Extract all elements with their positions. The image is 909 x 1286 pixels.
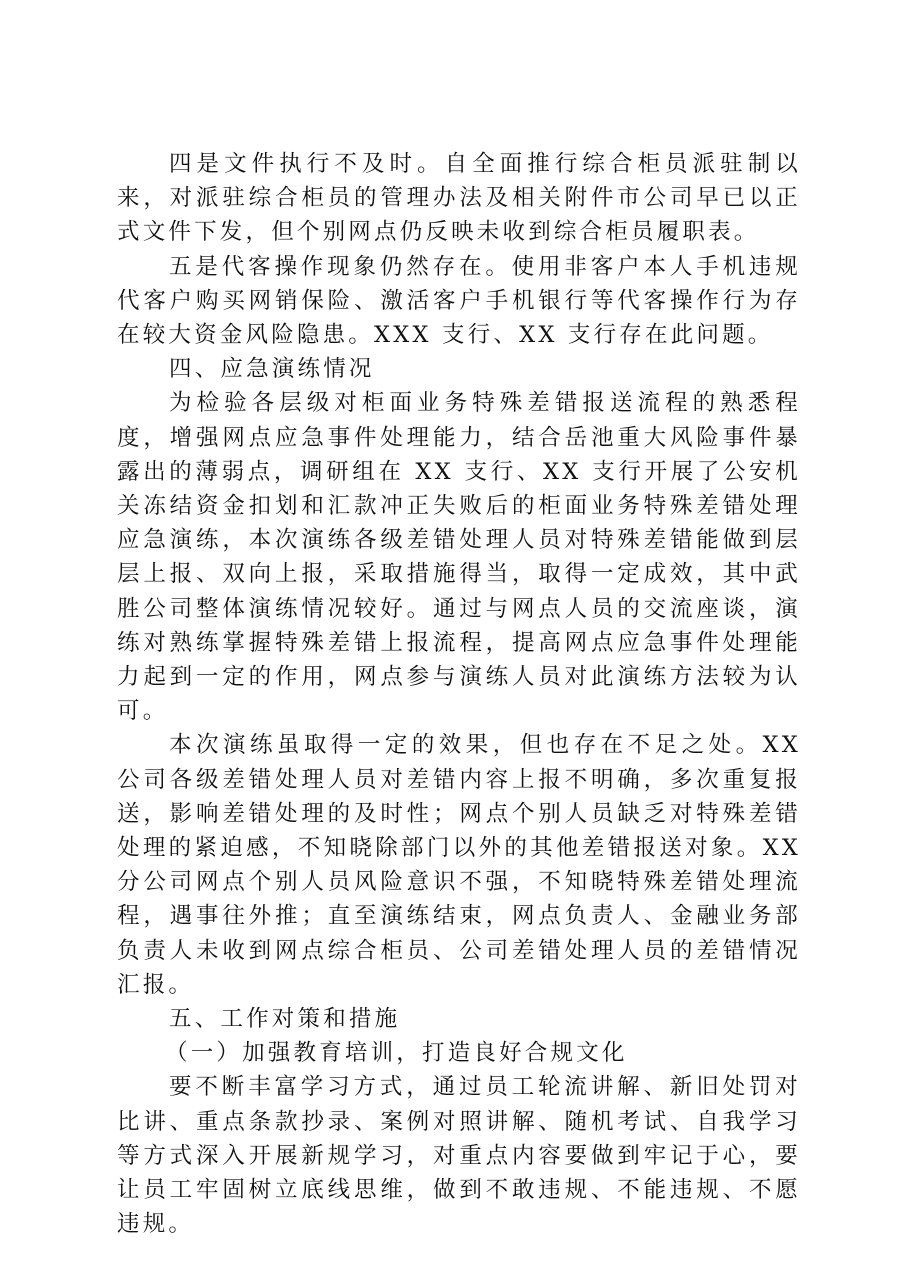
paragraph-drill-overview: 为检验各层级对柜面业务特殊差错报送流程的熟悉程度，增强网点应急事件处理能力，结合岳池重大风险事件暴露出的薄弱点，调研组在 XX 支行、XX 支行开展了公安机关冻结资金扣划和汇款冲正失败后的柜面业务特殊差错处理应急演练，本次演练各级差错处理人员对特殊差错能做到层层上报、双向上报，采取措施得当，取得一定成效，其中武胜公司整体演练情况较好。通过与网点人员的交流座谈，演练对熟练掌握特殊差错上报流程，提高网点应急事件处理能力起到一定的作用，网点参与演练人员对此演练方法较为认可。 — [117, 390, 801, 725]
paragraph-proxy-operation: 五是代客操作现象仍然存在。使用非客户本人手机违规代客户购买网销保险、激活客户手机银行等代客操作行为存在较大资金风险隐患。XXX 支行、XX 支行存在此问题。 — [117, 253, 801, 349]
paragraph-training-methods: 要不断丰富学习方式，通过员工轮流讲解、新旧处罚对比讲、重点条款抄录、案例对照讲解、随机考试、自我学习等方式深入开展新规学习，对重点内容要做到牢记于心，要让员工牢固树立底线思维，做到不敢违规、不能违规、不愿违规。 — [117, 1074, 801, 1238]
section-heading-countermeasures: 五、工作对策和措施 — [169, 1006, 401, 1033]
document-body — [117, 147, 801, 1242]
section-heading-emergency-drill: 四、应急演练情况 — [169, 356, 375, 383]
subsection-heading-training: （一）加强教育培训，打造良好合规文化 — [165, 1040, 628, 1067]
paragraph-drill-shortcomings: 本次演练虽取得一定的效果，但也存在不足之处。XX 公司各级差错处理人员对差错内容上报不明确，多次重复报送，影响差错处理的及时性；网点个别人员缺乏对特殊差错处理的紧迫感，不知晓除部门以外的其他差错报送对象。XX 分公司网点个别人员风险意识不强，不知晓特殊差错处理流程，遇事往外推；直至演练结束，网点负责人、金融业务部负责人未收到网点综合柜员、公司差错处理人员的差错情况汇报。 — [117, 732, 801, 998]
paragraph-file-execution: 四是文件执行不及时。自全面推行综合柜员派驻制以来，对派驻综合柜员的管理办法及相关附件市公司早已以正式文件下发，但个别网点仍反映未收到综合柜员履职表。 — [117, 151, 801, 246]
